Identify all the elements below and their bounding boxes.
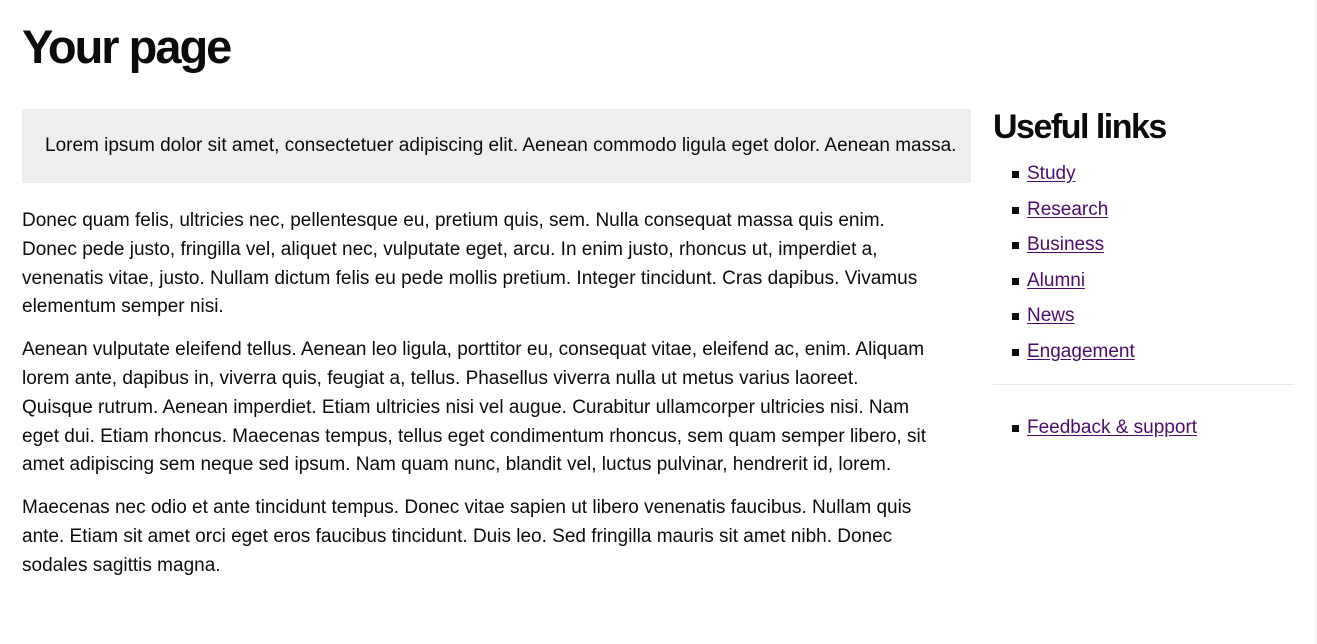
square-bullet-icon	[1012, 313, 1019, 320]
square-bullet-icon	[1012, 425, 1019, 432]
square-bullet-icon	[1012, 171, 1019, 178]
square-bullet-icon	[1012, 242, 1019, 249]
lead-text: Lorem ipsum dolor sit amet, consectetuer adipiscing elit. Aenean commodo ligula eget dolor. Aenean massa.	[45, 135, 957, 156]
secondary-links-list	[993, 416, 1294, 452]
page-title: Your page	[22, 20, 231, 73]
square-bullet-icon	[1012, 278, 1019, 285]
lead-box	[22, 109, 971, 183]
link-alumni[interactable]: Alumni	[1027, 269, 1086, 291]
list-item	[993, 269, 1294, 305]
sidebar-title: Useful links	[993, 108, 1166, 146]
list-item	[993, 416, 1294, 452]
link-feedback-support[interactable]: Feedback & support	[1027, 416, 1198, 438]
main-content	[22, 109, 971, 581]
useful-links-sidebar	[993, 105, 1294, 451]
link-research[interactable]: Research	[1027, 198, 1109, 220]
body-paragraph-1: Donec quam felis, ultricies nec, pellentesque eu, pretium quis, sem. Nulla consequat massa quis enim. Donec pede justo, fringilla vel, aliquet nec, vulputate eget, arcu. In enim justo, rhoncus ut, imperdiet a, venenatis vitae, justo. Nullam dictum felis eu pede mollis pretium. Integer tincidunt. Cras dapibus. Vivamus elementum semper nisi.	[22, 210, 918, 318]
sidebar-divider	[993, 384, 1294, 385]
body-paragraph-2: Aenean vulputate eleifend tellus. Aenean leo ligula, porttitor eu, consequat vitae, eleifend ac, enim. Aliquam lorem ante, dapibus in, viverra quis, feugiat a, tellus. Phasellus viverra nulla ut metus varius laoreet. Quisque rutrum. Aenean imperdiet. Etiam ultricies nisi vel augue. Curabitur ullamcorper ultricies nisi. Nam eget dui. Etiam rhoncus. Maecenas tempus, tellus eget condimentum rhoncus, sem quam semper libero, sit amet adipiscing sem neque sed ipsum. Nam quam nunc, blandit vel, luctus pulvinar, hendrerit id, lorem.	[22, 339, 926, 476]
list-item	[993, 304, 1294, 340]
useful-links-list	[993, 162, 1294, 376]
square-bullet-icon	[1012, 207, 1019, 214]
body-paragraph-3: Maecenas nec odio et ante tincidunt tempus. Donec vitae sapien ut libero venenatis faucibus. Nullam quis ante. Etiam sit amet orci eget eros faucibus tincidunt. Duis leo. Sed fringilla mauris sit amet nibh. Donec sodales sagittis magna.	[22, 497, 912, 576]
link-news[interactable]: News	[1027, 305, 1075, 327]
square-bullet-icon	[1012, 349, 1019, 356]
list-item	[993, 198, 1294, 234]
link-business[interactable]: Business	[1027, 234, 1105, 256]
list-item	[993, 233, 1294, 269]
list-item	[993, 162, 1294, 198]
list-item	[993, 340, 1294, 376]
link-study[interactable]: Study	[1027, 163, 1076, 184]
link-engagement[interactable]: Engagement	[1027, 340, 1135, 362]
